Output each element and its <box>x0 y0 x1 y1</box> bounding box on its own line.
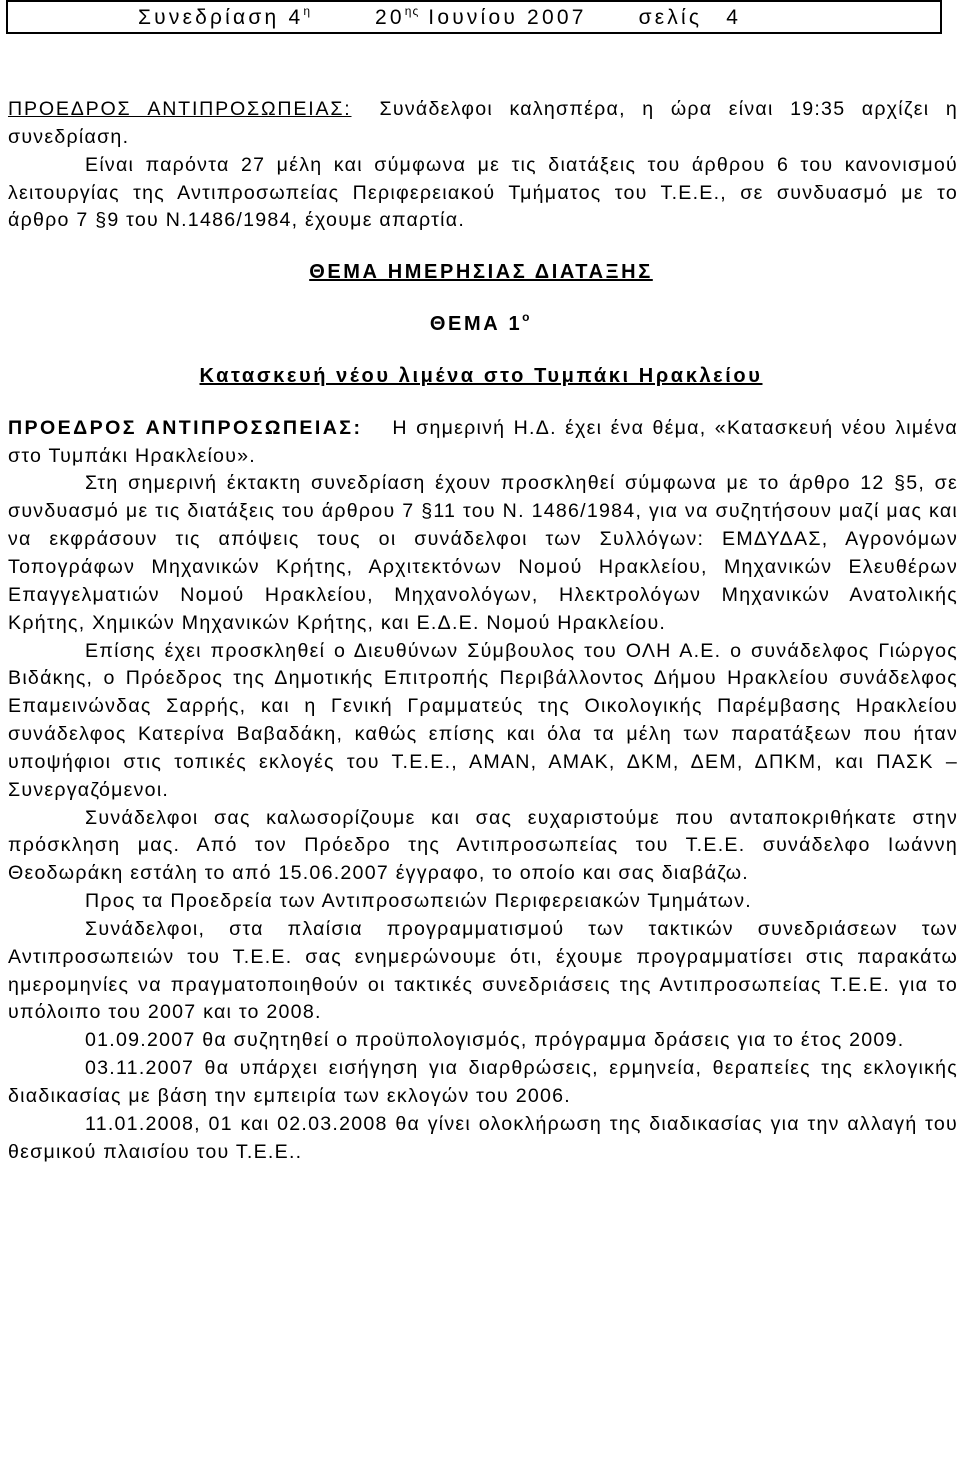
body-paragraph: Συνάδελφοι, στα πλαίσια προγραμματισμού των τακτικών συνεδριάσεων των Αντιπροσωπειών του Τ.Ε.Ε. σας ενημερώνουμε ότι, έχουμε προγραμματίσει στις παρακάτω ημερομηνίες να πραγματοποιηθούν οι τακτικές συνεδριάσεις της Αντιπροσωπείας Τ.Ε.Ε. για το υπόλοιπο του 2007 και το 2008. <box>8 917 958 1024</box>
speaker-label: ΠΡΟΕΔΡΟΣ ΑΝΤΙΠΡΟΣΩΠΕΙΑΣ: <box>8 98 352 120</box>
body-paragraph: Συνάδελφοι σας καλωσορίζουμε και σας ευχαριστούμε που ανταποκριθήκατε στην πρόσκληση μας. Από τον Πρόεδρο της Αντιπροσωπείας του Τ.Ε.Ε. συνάδελφο Ιωάννη Θεοδωράκη εστάλη το από 15.06.2007 έγγραφο, το οποίο και σας διαβάζω. <box>8 806 958 885</box>
agenda-item-suffix: ο <box>522 310 533 325</box>
body-paragraph: Επίσης έχει προσκληθεί ο Διευθύνων Σύμβουλος του ΟΛΗ Α.Ε. ο συνάδελφος Γιώργος Βιδάκης, ο Πρόεδρος της Δημοτικής Επιτροπής Περιβάλλοντος Δήμου Ηρακλείου συνάδελφος Επαμεινώνδας Σαρρής, και η Γενική Γραμματεύς της Οικολογικής Παρέμβασης Ηρακλείου συνάδελφος Κατερίνα Βαβαδάκη, καθώς επίσης και όλα τα μέλη των παρατάξεων που ήταν υποψήφιοι στις τοπικές εκλογές του Τ.Ε.Ε., ΑΜΑΝ, ΑΜΑΚ, ΔΚΜ, ΔΕΜ, ΔΠΚΜ, και ΠΑΣΚ – Συνεργαζόμενοι. <box>8 639 958 801</box>
body-paragraph: 01.09.2007 θα συζητηθεί ο προϋπολογισμός, πρόγραμμα δράσεις για το έτος 2009. <box>85 1029 905 1052</box>
agenda-item-label <box>8 311 958 339</box>
body-paragraph: 11.01.2008, 01 και 02.03.2008 θα γίνει ολοκλήρωση της διαδικασίας για την αλλαγή του θεσμικού πλαισίου του Τ.Ε.Ε.. <box>8 1112 958 1163</box>
body-paragraph: Προς τα Προεδρεία των Αντιπροσωπειών Περιφερειακών Τμημάτων. <box>85 890 752 913</box>
date-suffix: ης <box>404 4 420 18</box>
document-body <box>8 96 958 1167</box>
body-paragraph: Στη σημερινή έκτακτη συνεδρίαση έχουν προσκληθεί σύμφωνα με το άρθρο 12 §5, σε συνδυασμό με τις διατάξεις του άρθρου 7 §11 του Ν. 1486/1984, για να συζητήσουν μαζί μας και να εκφράσουν τις απόψεις τους οι συνάδελφοι των Συλλόγων: ΕΜΔΥΔΑΣ, Αγρονόμων Τοπογράφων Μηχανικών Κρήτης, Αρχιτεκτόνων Νομού Ηρακλείου, Μηχανικών Ελευθέρων Επαγγελματιών Νομού Ηρακλείου, Μηχανολόγων, Ηλεκτρολόγων Μηχανικών Ανατολικής Κρήτης, Χημικών Μηχανικών Κρήτης, και Ε.Δ.Ε. Νομού Ηρακλείου. <box>8 472 958 634</box>
page-number: 4 <box>726 6 742 29</box>
date-month-year: Ιουνίου 2007 <box>428 6 587 29</box>
agenda-title: ΘΕΜΑ ΗΜΕΡΗΣΙΑΣ ΔΙΑΤΑΞΗΣ <box>309 261 653 284</box>
body-speaker-label: ΠΡΟΕΔΡΟΣ ΑΝΤΙΠΡΟΣΩΠΕΙΑΣ: <box>8 416 363 439</box>
session-suffix: η <box>303 4 312 18</box>
date-day: 20 <box>375 6 405 29</box>
body-paragraph: 03.11.2007 θα υπάρχει εισήγηση για διαρθρώσεις, ερμηνεία, θεραπείες της εκλογικής διαδικασίας με βάση την εμπειρία των εκλογών του 2006. <box>8 1057 958 1107</box>
body-first-paragraph <box>8 415 958 471</box>
agenda-item-title: Κατασκευή νέου λιμένα στο Τυμπάκι Ηρακλείου <box>199 364 763 387</box>
quorum-paragraph: Είναι παρόντα 27 μέλη και σύμφωνα με τις διατάξεις του άρθρου 6 του κανονισμού λειτουργίας της Αντιπροσωπείας Περιφερειακού Τμήματος του Τ.Ε.Ε., σε συνδυασμό με το άρθρο 7 §9 του Ν.1486/1984, έχουμε απαρτία. <box>8 153 958 232</box>
page-header <box>6 0 942 34</box>
session-label: Συνεδρίαση 4 <box>138 6 304 29</box>
opening-text: Συνάδελφοι καλησπέρα, η ώρα είναι 19:35 αρχίζει η συνεδρίαση. <box>8 98 958 148</box>
agenda-item-number: ΘΕΜΑ 1 <box>429 313 523 336</box>
intro-paragraph <box>8 96 958 152</box>
page-label: σελίς <box>638 6 703 29</box>
body-first-text: Η σημερινή Η.Δ. έχει ένα θέμα, «Κατασκευή νέου λιμένα στο Τυμπάκι Ηρακλείου». <box>8 416 958 467</box>
